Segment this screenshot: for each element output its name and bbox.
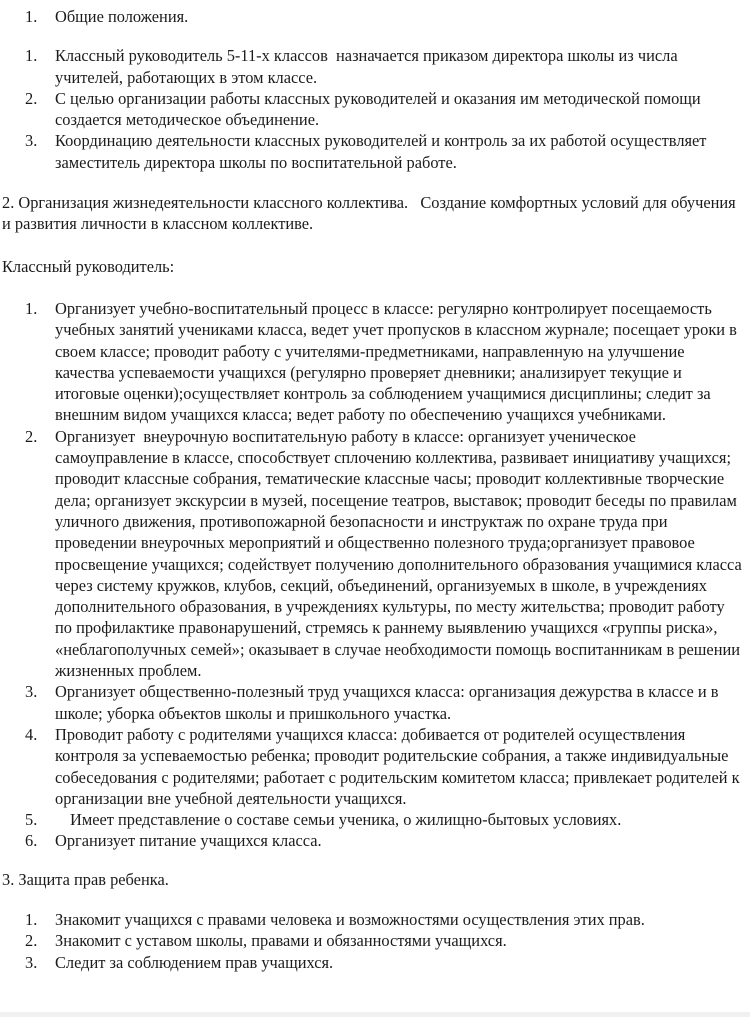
section-1-heading-text: Общие положения. xyxy=(55,7,189,26)
list-item-number: 3. xyxy=(25,682,38,702)
section-1-heading xyxy=(25,6,743,27)
list-item xyxy=(25,45,743,88)
list-item-number: 4. xyxy=(25,724,38,744)
list-item xyxy=(25,88,743,131)
list-item xyxy=(25,681,743,724)
list-item-number: 2. xyxy=(25,931,38,951)
list-item-text: Организует внеурочную воспитательную работу в классе: организует ученическое самоуправление в классе, способствует сплочению коллектива, развивает инициативу учащихся; проводит классные собрания, тематические классные часы; проводит коллективные творческие дела; организует экскурсии в музей, посещение театров, выставок; проводит беседы по правилам уличного движения, противопожарной безопасности и инструктаж по охране труда при проведении внеурочных мероприятий и общественно полезного труда;организует правовое просвещение учащихся; содействует получению дополнительного образования учащимися класса через систему кружков, клубов, секций, объединений, организуемых в школе, в учреждениях дополнительного образования, в учреждениях культуры, по месту жительства; проводит работу по профилактике правонарушений, стремясь к раннему выявлению учащихся «группы риска», «неблагополучных семей»; оказывает в случае необходимости помощь воспитанникам в решении жизненных проблем. xyxy=(55,426,746,681)
list-item-text: Проводит работу с родителями учащихся класса: добивается от родителей осуществления контроля за успеваемостью ребенка; проводит родительские собрания, а также индивидуальные собеседования с родителями; работает с родительским комитетом класса; привлекает родителей к организации вне учебной деятельности учащихся. xyxy=(55,724,744,808)
list-item-text: Координацию деятельности классных руководителей и контроль за их работой осуществляет заместитель директора школы по воспитательной работе. xyxy=(55,131,711,172)
list-item-number: 2. xyxy=(25,88,38,108)
list-item-number: 1. xyxy=(25,298,38,318)
list-item-number: 6. xyxy=(25,831,38,851)
section-2-subheading: Классный руководитель: xyxy=(2,256,175,276)
list-item-number: 3. xyxy=(25,952,38,972)
section-3-heading: 3. Защита прав ребенка. xyxy=(2,869,169,889)
scan-artifact-strip xyxy=(0,1012,750,1017)
list-item-number: 2. xyxy=(25,426,38,446)
section-2-heading: 2. Организация жизнедеятельности классного коллектива. Создание комфортных условий для обучения и развития личности в классном коллективе. xyxy=(2,193,740,234)
list-item xyxy=(25,724,743,809)
list-item xyxy=(25,830,743,851)
list-item-text: Имеет представление о составе семьи ученика, о жилищно-бытовых условиях. xyxy=(70,810,622,830)
section-1-heading-number: 1. xyxy=(25,7,38,26)
list-item-text: Организует общественно-полезный труд учащихся класса: организация дежурства в классе и в школе; уборка объектов школы и пришкольного участка. xyxy=(55,682,723,723)
list-item-number: 3. xyxy=(25,131,38,151)
list-item-text: Знакомит учащихся с правами человека и возможностями осуществления этих прав. xyxy=(55,909,645,929)
list-item-text: Следит за соблюдением прав учащихся. xyxy=(55,952,334,972)
section-1-heading-item xyxy=(25,6,743,27)
list-item-text: С целью организации работы классных руководителей и оказания им методической помощи создается методическое объединение. xyxy=(55,88,705,130)
list-item-text: Организует питание учащихся класса. xyxy=(55,831,322,851)
list-item-number: 1. xyxy=(25,46,38,66)
section-2-list xyxy=(25,298,746,852)
list-item xyxy=(25,930,743,951)
list-item-text: Знакомит с уставом школы, правами и обязанностями учащихся. xyxy=(55,931,507,951)
list-item-number: 1. xyxy=(25,909,38,929)
list-item xyxy=(25,426,746,682)
list-item xyxy=(25,130,743,173)
section-3-list xyxy=(25,909,743,973)
list-item xyxy=(25,952,743,973)
list-item-text: Классный руководитель 5-11-х классов назначается приказом директора школы из числа учителей, работающих в этом классе. xyxy=(55,46,682,87)
list-item-number: 5. xyxy=(25,810,38,830)
list-item xyxy=(25,298,743,426)
list-item xyxy=(25,909,743,930)
section-1-list xyxy=(25,45,743,173)
list-item xyxy=(25,809,743,830)
list-item-text: Организует учебно-воспитательный процесс в классе: регулярно контролирует посещаемость учебных занятий учениками класса, ведет учет пропусков в классном журнале; посещает уроки в своем классе; проводит работу с учителями-предметниками, направленную на улучшение качества успеваемости учащихся (регулярно проверяет дневники; анализирует текущие и итоговые оценки);осуществляет контроль за соблюдением учащимися дисциплины; следит за внешним видом учащихся класса; ведет работу по обеспечению учащихся учебниками. xyxy=(55,298,742,425)
